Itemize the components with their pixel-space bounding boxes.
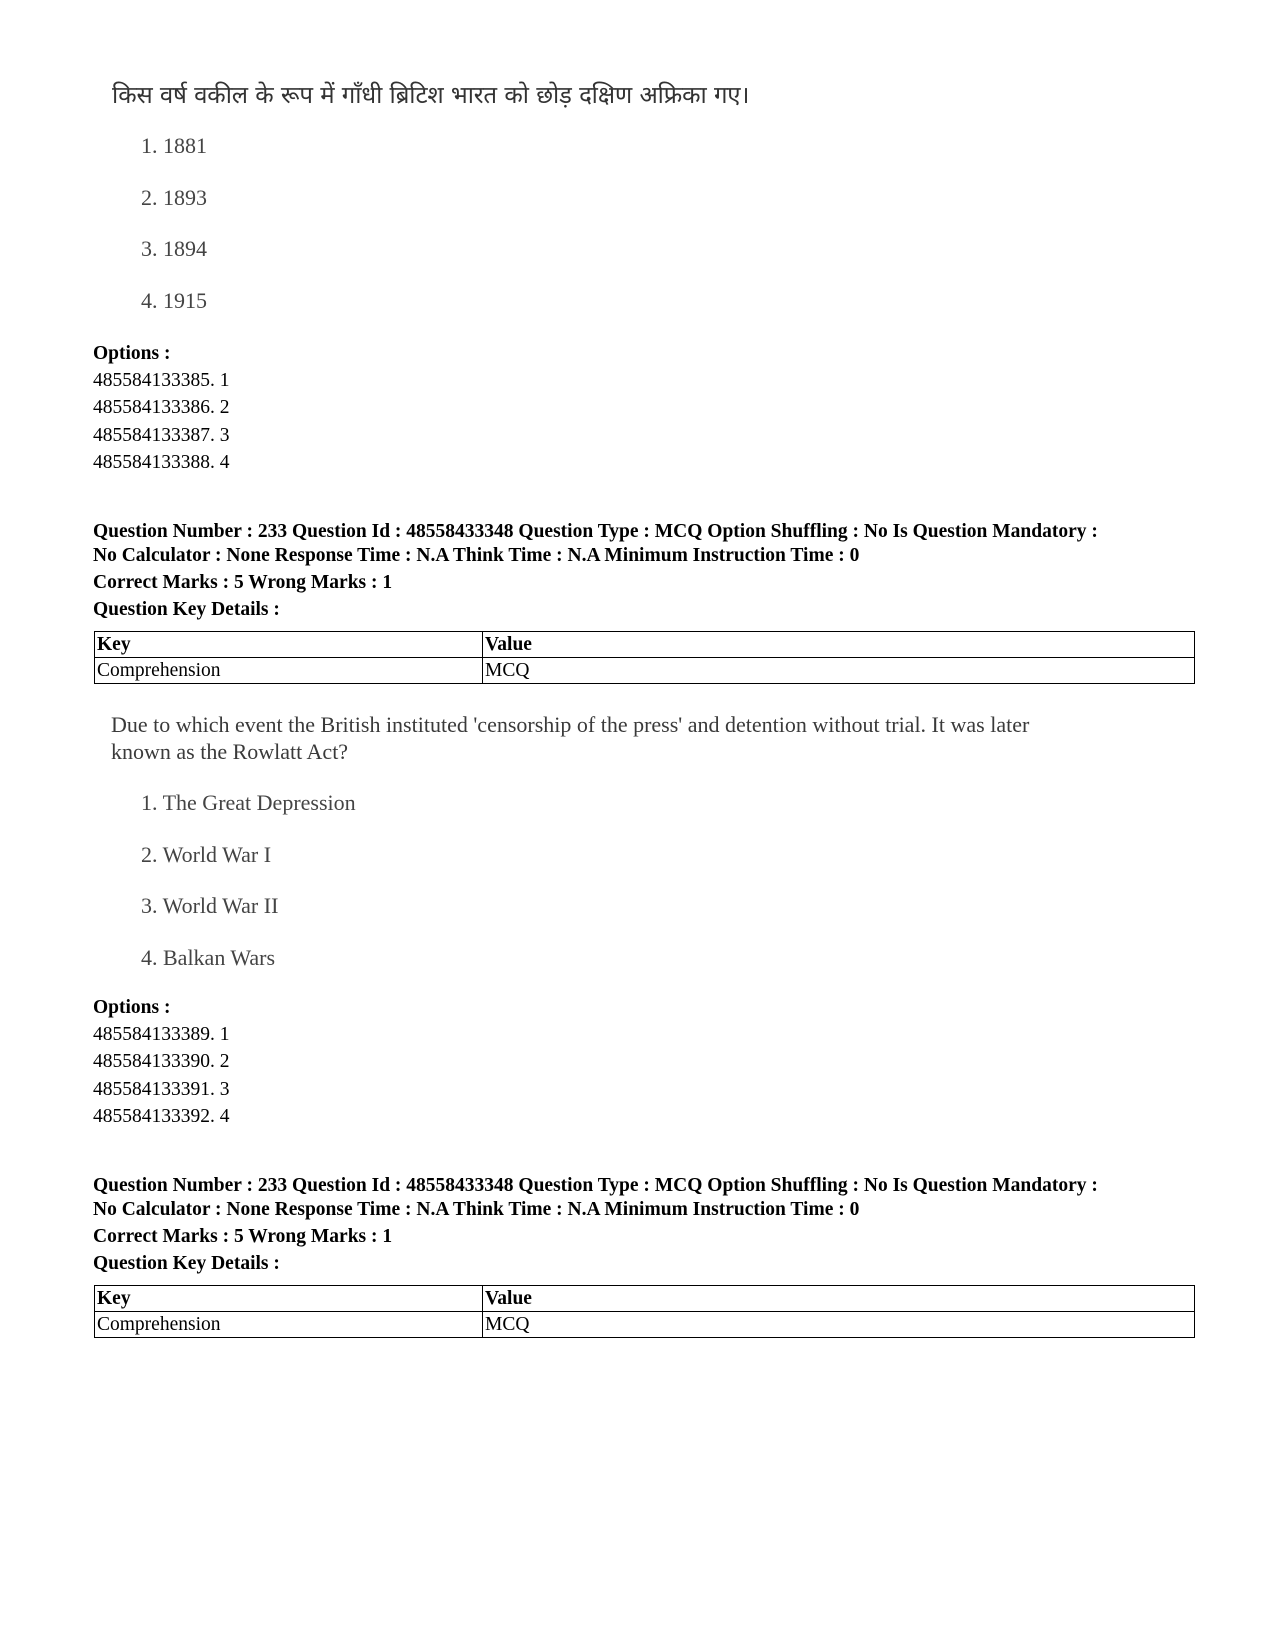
table-header-value: Value [483, 632, 1195, 658]
option-id-1: 485584133389. 1 [93, 1024, 230, 1045]
question-meta-line-2: No Calculator : None Response Time : N.A Think Time : N.A Minimum Instruction Time : 0 [93, 1199, 860, 1220]
question-1-choice-3: 3. 1894 [141, 236, 207, 261]
table-header-key: Key [95, 632, 483, 658]
table-cell-value: MCQ [483, 658, 1195, 684]
table-header-row [95, 1286, 1195, 1312]
question-1-choice-1: 1. 1881 [141, 133, 207, 158]
question-2-choice-2: 2. World War I [141, 842, 272, 867]
option-id-3: 485584133387. 3 [93, 425, 230, 446]
table-header-row [95, 632, 1195, 658]
options-label: Options : [93, 997, 171, 1018]
marks-line: Correct Marks : 5 Wrong Marks : 1 [93, 1226, 393, 1247]
question-2-text-line-2: known as the Rowlatt Act? [111, 739, 349, 764]
option-id-1: 485584133385. 1 [93, 370, 230, 391]
question-meta-line-2: No Calculator : None Response Time : N.A Think Time : N.A Minimum Instruction Time : 0 [93, 545, 860, 566]
option-id-2: 485584133390. 2 [93, 1051, 230, 1072]
table-header-key: Key [95, 1286, 483, 1312]
table-row [95, 1312, 1195, 1338]
question-1-text: किस वर्ष वकील के रूप में गाँधी ब्रिटिश भारत को छोड़ दक्षिण अफ्रिका गए। [112, 81, 750, 109]
option-id-2: 485584133386. 2 [93, 397, 230, 418]
key-details-label: Question Key Details : [93, 599, 280, 620]
question-meta-line-1: Question Number : 233 Question Id : 48558433348 Question Type : MCQ Option Shuffling : No Is Question Mandatory : [93, 1175, 1098, 1196]
question-2-choice-1: 1. The Great Depression [141, 790, 356, 815]
question-1-choice-2: 2. 1893 [141, 185, 207, 210]
options-label: Options : [93, 343, 171, 364]
table-row [95, 658, 1195, 684]
marks-line: Correct Marks : 5 Wrong Marks : 1 [93, 572, 393, 593]
question-2-text-line-1: Due to which event the British instituted 'censorship of the press' and detention without trial. It was later [111, 712, 1030, 737]
question-2-choice-4: 4. Balkan Wars [141, 945, 276, 970]
table-header-value: Value [483, 1286, 1195, 1312]
table-cell-value: MCQ [483, 1312, 1195, 1338]
option-id-4: 485584133388. 4 [93, 452, 230, 473]
key-details-label: Question Key Details : [93, 1253, 280, 1274]
question-meta-line-1: Question Number : 233 Question Id : 48558433348 Question Type : MCQ Option Shuffling : No Is Question Mandatory : [93, 521, 1098, 542]
question-2-choice-3: 3. World War II [141, 893, 279, 918]
key-details-table [94, 631, 1195, 684]
question-1-choice-4: 4. 1915 [141, 288, 207, 313]
option-id-3: 485584133391. 3 [93, 1079, 230, 1100]
option-id-4: 485584133392. 4 [93, 1106, 230, 1127]
key-details-table [94, 1285, 1195, 1338]
table-cell-key: Comprehension [95, 1312, 483, 1338]
table-cell-key: Comprehension [95, 658, 483, 684]
